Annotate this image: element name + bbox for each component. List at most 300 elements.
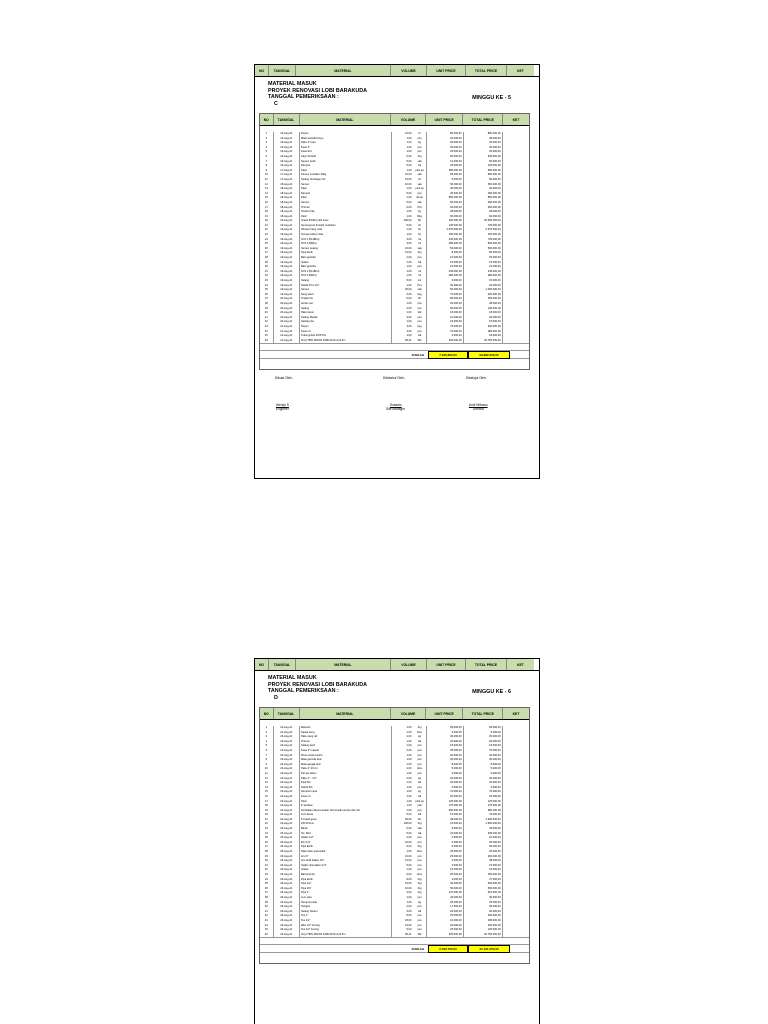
- row-no: 17: [260, 206, 274, 211]
- row-date: 16-Aug-21: [274, 132, 300, 137]
- row-total-price: 150.000,00: [464, 192, 503, 197]
- row-unit: pcs: [417, 859, 422, 863]
- row-qty: 5,00: [406, 813, 412, 817]
- row-qty: 5,00: [406, 164, 412, 168]
- row-unit: btg: [417, 877, 422, 881]
- row-date: 21-Aug-21: [274, 325, 300, 330]
- col-material: MATERIAL: [300, 114, 392, 125]
- row-material: NYA 2,5(Biru): [300, 242, 392, 247]
- row-unit-price: 85.000,00: [427, 297, 464, 302]
- row-date: 26-Aug-21: [274, 919, 300, 924]
- row-qty: 1,00: [406, 210, 412, 214]
- known-by-title: Site Manager: [386, 407, 405, 412]
- row-unit-price: 20.000,00: [427, 777, 464, 782]
- row-unit-price: 25.000,00: [427, 901, 464, 906]
- row-no: 16: [260, 201, 274, 206]
- row-unit-price: 75.000,00: [427, 325, 464, 330]
- row-unit: pcs: [417, 785, 422, 789]
- row-unit-price: 5.000,00: [427, 178, 464, 183]
- row-unit-price: 175.000,00: [427, 804, 464, 809]
- total-label: JUMLAH: [411, 352, 424, 357]
- row-total-price: 840.000,00: [464, 242, 503, 247]
- row-unit-price: 125.000,00: [427, 800, 464, 805]
- row-qty: 2,00: [406, 256, 412, 260]
- row-no: 1: [260, 132, 274, 137]
- row-material: P.B 30 kms: [300, 822, 392, 827]
- row-date: 21-Aug-21: [274, 330, 300, 335]
- row-no: 46: [260, 339, 274, 344]
- row-qty: 8,00: [406, 914, 412, 918]
- row-no: 21: [260, 224, 274, 229]
- row-material: Pipa 3/4": [300, 887, 392, 892]
- row-unit-price: 30.000,00: [427, 758, 464, 763]
- row-material: Batu gerinda: [300, 256, 392, 261]
- row-material: Paku seng ulir: [300, 735, 392, 740]
- row-date: 23-Aug-21: [274, 758, 300, 763]
- row-unit: M2: [417, 932, 422, 936]
- row-qty: 1,00: [406, 145, 412, 149]
- row-total-price: 6.000,00: [464, 772, 503, 777]
- row-date: 23-Aug-21: [274, 744, 300, 749]
- row-date: 16-Aug-21: [274, 155, 300, 160]
- row-qty: 4,00: [406, 329, 412, 333]
- row-no: 10: [260, 173, 274, 178]
- row-qty: 1,00: [406, 726, 412, 729]
- row-material: Dempul: [300, 192, 392, 197]
- row-total-price: 205.000,00: [464, 832, 503, 837]
- row-no: 29: [260, 855, 274, 860]
- row-unit-price: 20.000,00: [427, 302, 464, 307]
- row-material: Lbu draft dalam 1/2": [300, 859, 392, 864]
- row-qty: 100,00: [403, 822, 412, 826]
- row-unit-price: 145.000,00: [427, 224, 464, 229]
- row-unit-price: 4.000,00: [427, 859, 464, 864]
- row-qty: 20,00: [405, 288, 412, 292]
- row-material: Tempat sabun rode: [300, 233, 392, 238]
- row-total-price: 25.000,00: [464, 841, 503, 846]
- row-material: Semen: [300, 183, 392, 188]
- col-volume: VOLUME: [391, 708, 426, 719]
- row-material: Elm 1/2": [300, 841, 392, 846]
- row-no: 33: [260, 279, 274, 284]
- row-material: Selang: [300, 279, 392, 284]
- row-date: 20-Aug-21: [274, 297, 300, 302]
- row-total-price: 300.000,00: [464, 155, 503, 160]
- col-total-price: TOTAL PRICE: [463, 114, 503, 125]
- row-qty: 1,00: [406, 744, 412, 748]
- row-total-price: 10.000,00: [464, 836, 503, 841]
- row-date: 26-Aug-21: [274, 891, 300, 896]
- row-qty: 1,00: [406, 794, 412, 798]
- row-unit: klos: [417, 850, 422, 854]
- col-volume: VOLUME: [391, 65, 427, 76]
- row-qty: 6,00: [406, 154, 412, 158]
- row-total-price: 400.000,00: [464, 882, 503, 887]
- row-material: Pasir: [300, 215, 392, 220]
- row-unit: btg: [417, 726, 422, 729]
- total-unit-price: 2.039.700,00: [428, 945, 468, 953]
- row-unit-price: 10.000,00: [427, 256, 464, 261]
- row-no: 35: [260, 288, 274, 293]
- row-unit: pcs: [417, 744, 422, 748]
- row-date: 19-Aug-21: [274, 228, 300, 233]
- col-material: MATERIAL: [296, 65, 391, 76]
- row-unit-price: 49.000,00: [427, 818, 464, 823]
- row-qty: 1,00: [406, 730, 412, 734]
- row-unit-price: 50.000,00: [427, 155, 464, 160]
- row-total-price: 950.000,00: [464, 809, 503, 814]
- row-unit: pcs: [417, 863, 422, 867]
- row-qty: 1,00: [406, 269, 412, 273]
- row-total-price: 50.000,00: [464, 160, 503, 165]
- row-unit-price: 15.000,00: [427, 813, 464, 818]
- row-unit-price: 40.000,00: [427, 187, 464, 192]
- row-material: Dempul putan: [300, 901, 392, 906]
- spacer-row: [260, 952, 529, 963]
- row-qty: 2,00: [406, 776, 412, 780]
- row-unit-price: 3.000,00: [427, 864, 464, 869]
- row-total-price: 28.000,00: [464, 302, 503, 307]
- row-material: Kuas 3" masuki: [300, 749, 392, 754]
- row-date: 18-Aug-21: [274, 187, 300, 192]
- row-date: 19-Aug-21: [274, 293, 300, 298]
- col-tanggal: TANGGAL: [274, 708, 300, 719]
- row-unit-price: 150.000,00: [427, 233, 464, 238]
- row-material: Sok/el 5/4: [300, 786, 392, 791]
- row-date: 23-Aug-21: [274, 749, 300, 754]
- row-total-price: 48.000,00: [464, 859, 503, 864]
- row-material: Isolasi: [300, 868, 392, 873]
- row-unit: pcs: [417, 928, 422, 932]
- row-no: 15: [260, 790, 274, 795]
- row-qty: 4,00: [406, 324, 412, 328]
- row-no: 40: [260, 311, 274, 316]
- report-title: [255, 77, 539, 113]
- row-total-price: 2.940.000,00: [464, 818, 503, 823]
- row-total-price: 75.000,00: [464, 813, 503, 818]
- col-volume: VOLUME: [391, 114, 426, 125]
- row-date: 26-Aug-21: [274, 928, 300, 933]
- row-material: Pupen: [300, 325, 392, 330]
- row-qty: 1,00: [406, 233, 412, 237]
- row-total-price: 40.000,00: [464, 187, 503, 192]
- row-no: 3: [260, 141, 274, 146]
- row-date: 23-Aug-21: [274, 767, 300, 772]
- row-no: 38: [260, 896, 274, 901]
- inspection-date-label: TANGGAL PEMERIKSAAN :: [268, 94, 339, 101]
- row-unit: kg: [418, 210, 421, 214]
- row-material: Pipa listrik: [300, 845, 392, 850]
- row-material: Granit 60x60 putih susu: [300, 219, 392, 224]
- row-qty: 1,00: [406, 739, 412, 743]
- row-total-price: 45.000,00: [464, 827, 503, 832]
- row-qty: 2,00: [406, 905, 412, 909]
- row-material: Perbaikan daurna skater 02 komplit service dan sbr: [300, 809, 392, 814]
- row-unit: sak: [417, 182, 422, 186]
- made-by-label: Dibuat Oleh,: [275, 376, 293, 381]
- row-date: 19-Aug-21: [274, 247, 300, 252]
- row-total-price: 18.000,00: [464, 311, 503, 316]
- row-date: 18-Aug-21: [274, 183, 300, 188]
- row-qty: 13,00: [405, 923, 412, 927]
- row-unit: pcs: [417, 840, 422, 844]
- inspection-date-label: TANGGAL PEMERIKSAAN :: [268, 688, 339, 695]
- row-no: 6: [260, 749, 274, 754]
- row-unit-price: 245.000,00: [427, 270, 464, 275]
- row-unit-price: 9.000,00: [427, 845, 464, 850]
- row-date: 26-Aug-21: [274, 864, 300, 869]
- row-material: Mata gergaji besi: [300, 763, 392, 768]
- row-date: 19-Aug-21: [274, 238, 300, 243]
- row-material: Semen: [300, 201, 392, 206]
- row-unit-price: 40.000,00: [427, 896, 464, 901]
- row-unit-price: 15.000,00: [427, 744, 464, 749]
- row-no: 45: [260, 928, 274, 933]
- row-unit-price: 170.000,00: [427, 891, 464, 896]
- row-total-price: 70.000,00: [464, 790, 503, 795]
- row-qty: 1,00: [406, 168, 412, 172]
- row-unit-price: 10.000,00: [427, 160, 464, 165]
- row-material: Kayu 5x2x20: [300, 155, 392, 160]
- row-total-price: 130.000,00: [464, 307, 503, 312]
- row-qty: 10,00: [405, 132, 412, 135]
- row-unit-price: 325.000,00: [427, 933, 464, 938]
- row-unit: rol: [418, 237, 422, 241]
- row-date: 23-Aug-21: [274, 790, 300, 795]
- row-total-price: 300.000,00: [464, 855, 503, 860]
- row-no: 23: [260, 233, 274, 238]
- col-tanggal: TANGGAL: [269, 65, 296, 76]
- row-unit: pcs: [417, 315, 422, 319]
- row-unit-price: 60.000,00: [427, 206, 464, 211]
- row-material: Tee 1": [300, 914, 392, 919]
- row-no: 26: [260, 841, 274, 846]
- row-material: Mata gerinda besi: [300, 758, 392, 763]
- row-unit-price: 70.000,00: [427, 330, 464, 335]
- row-no: 41: [260, 910, 274, 915]
- row-no: 24: [260, 832, 274, 837]
- row-unit: pcs: [417, 854, 422, 858]
- row-unit-price: 5.000,00: [427, 731, 464, 736]
- row-unit-price: 3.000,00: [427, 334, 464, 339]
- row-material: NYA 1,5(11Biru): [300, 270, 392, 275]
- row-unit-price: 15.000,00: [427, 822, 464, 827]
- row-no: 41: [260, 316, 274, 321]
- row-no: 2: [260, 137, 274, 142]
- row-qty: 5,00: [406, 863, 412, 867]
- row-no: 3: [260, 735, 274, 740]
- week-label: MINGGU KE - 6: [472, 689, 511, 695]
- row-date: 18-Aug-21: [274, 192, 300, 197]
- row-unit: pcs: [417, 923, 422, 927]
- row-qty: 10,00: [405, 173, 412, 177]
- col-no: NO: [255, 659, 269, 670]
- row-unit: sak: [417, 200, 422, 204]
- row-no: 24: [260, 238, 274, 243]
- row-date: 20-Aug-21: [274, 311, 300, 316]
- row-unit-price: 65.000,00: [427, 307, 464, 312]
- project-name: PROYEK RENOVASI LOBI BARAKUDA: [268, 87, 368, 94]
- row-qty: 5,00: [406, 831, 412, 835]
- row-date: 16-Aug-21: [274, 150, 300, 155]
- row-unit-price: 25.000,00: [427, 855, 464, 860]
- row-date: 16-Aug-21: [274, 141, 300, 146]
- row-date: 20-Aug-21: [274, 320, 300, 325]
- row-material: Tangkul: [300, 905, 392, 910]
- total-row: [260, 350, 529, 358]
- row-no: 27: [260, 251, 274, 256]
- row-material: Meteran: [300, 726, 392, 731]
- row-qty: 1,00: [406, 136, 412, 140]
- row-qty: 5,00: [406, 279, 412, 282]
- row-no: 43: [260, 919, 274, 924]
- row-qty: 1,00: [406, 808, 412, 812]
- row-date: 19-Aug-21: [274, 251, 300, 256]
- row-total-price: 500.000,00: [464, 247, 503, 252]
- row-no: 29: [260, 261, 274, 266]
- row-total-price: 15.000,00: [464, 868, 503, 873]
- spacer-row: [260, 358, 529, 369]
- row-total-price: 15.000,00: [464, 864, 503, 869]
- row-date: 25-Aug-21: [274, 832, 300, 837]
- row-qty: 1,00: [406, 228, 412, 232]
- row-unit-price: 30.000,00: [427, 735, 464, 740]
- row-unit: pcs: [417, 329, 422, 333]
- row-no: 23: [260, 827, 274, 832]
- row-material: Semengrout fumdok motellum: [300, 224, 392, 229]
- row-unit-price: 55.000,00: [427, 173, 464, 178]
- row-unit-price: 28.000,00: [427, 210, 464, 215]
- row-date: 23-Aug-21: [274, 800, 300, 805]
- row-material: Pipa 5/4: [300, 781, 392, 786]
- row-date: 19-Aug-21: [274, 265, 300, 270]
- row-total-price: 25.600.000,00: [464, 219, 503, 224]
- approved-by-label: Disetujui Oleh,: [466, 376, 487, 381]
- row-material: Semen mortalex 40kg: [300, 173, 392, 178]
- row-total-price: 20.000,00: [464, 754, 503, 759]
- table-row: [260, 933, 529, 938]
- row-total-price: 380.000,00: [464, 169, 503, 174]
- row-total-price: 8.000,00: [464, 763, 503, 768]
- row-date: 19-Aug-21: [274, 270, 300, 275]
- col-tanggal: TANGGAL: [274, 114, 300, 125]
- row-qty: 1,00: [406, 187, 412, 191]
- table-header-row: [260, 114, 529, 126]
- row-material: Batu gerinda: [300, 265, 392, 270]
- sheet-page-2: [254, 658, 540, 1024]
- material-table: [259, 113, 530, 370]
- row-qty: 5,00: [406, 297, 412, 301]
- row-total-price: 65.000,00: [464, 726, 503, 731]
- row-qty: 1,00: [406, 771, 412, 775]
- row-material: Kuas 3": [300, 146, 392, 151]
- row-no: 39: [260, 901, 274, 906]
- row-unit-price: 15.000,00: [427, 868, 464, 873]
- row-date: 19-Aug-21: [274, 288, 300, 293]
- row-qty: 5,00: [406, 928, 412, 932]
- row-qty: 10,00: [405, 251, 412, 255]
- row-date: 25-Aug-21: [274, 845, 300, 850]
- row-no: 38: [260, 302, 274, 307]
- col-total-price: TOTAL PRICE: [466, 659, 507, 670]
- row-qty: 5,00: [406, 159, 412, 163]
- row-unit-price: 9.000,00: [427, 827, 464, 832]
- total-unit-price: 7.166.800,00: [428, 351, 468, 359]
- title-line: MATERIAL MASUK: [268, 675, 317, 681]
- row-date: 23-Aug-21: [274, 754, 300, 759]
- row-unit: btg: [417, 822, 422, 826]
- row-material: Semen putang: [300, 247, 392, 252]
- row-qty: 3,00: [406, 237, 412, 241]
- col-no: NO: [260, 708, 274, 719]
- row-qty: 1,00: [406, 753, 412, 757]
- row-unit: sak: [417, 159, 422, 163]
- row-qty: 10,00: [405, 182, 412, 186]
- row-no: 32: [260, 274, 274, 279]
- row-total-price: 245.000,00: [464, 270, 503, 275]
- row-no: 44: [260, 924, 274, 929]
- row-date: 26-Aug-21: [274, 873, 300, 878]
- row-no: 7: [260, 754, 274, 759]
- row-date: 26-Aug-21: [274, 878, 300, 883]
- row-date: 18-Aug-21: [274, 215, 300, 220]
- row-no: 12: [260, 777, 274, 782]
- row-total-price: 5.000,00: [464, 731, 503, 736]
- row-unit-price: 160.000,00: [427, 219, 464, 224]
- row-no: 31: [260, 864, 274, 869]
- row-material: NYA 1,5(11Biru): [300, 238, 392, 243]
- col-no: NO: [255, 65, 269, 76]
- row-unit-price: 5.000,00: [427, 767, 464, 772]
- row-no: 17: [260, 800, 274, 805]
- row-date: 18-Aug-21: [274, 206, 300, 211]
- row-unit: pcs: [417, 320, 422, 324]
- col-unit-price: UNIT PRICE: [426, 114, 464, 125]
- project-name: PROYEK RENOVASI LOBI BARAKUDA: [268, 681, 368, 688]
- row-date: 25-Aug-21: [274, 827, 300, 832]
- row-unit: pcs: [417, 136, 422, 140]
- row-material: Lem pipa: [300, 896, 392, 901]
- col-unit-price: UNIT PRICE: [427, 659, 466, 670]
- total-row: [260, 944, 529, 952]
- row-unit-price: 25.000,00: [427, 850, 464, 855]
- row-material: Pipa listrik: [300, 251, 392, 256]
- row-date: 23-Aug-21: [274, 804, 300, 809]
- row-qty: 18,00: [405, 918, 412, 922]
- row-material: Amber set: [300, 302, 392, 307]
- row-no: 11: [260, 178, 274, 183]
- row-total-price: 255.000,00: [464, 297, 503, 302]
- row-material: Bal konprok: [300, 873, 392, 878]
- row-qty: 1,00: [406, 214, 412, 218]
- row-total-price: 360.000,00: [464, 206, 503, 211]
- row-material: Lbu 3": [300, 855, 392, 860]
- row-unit: lbr: [418, 817, 422, 821]
- row-date: 18-Aug-21: [274, 210, 300, 215]
- row-qty: 1,00: [406, 900, 412, 904]
- row-no: 4: [260, 146, 274, 151]
- row-unit: pcs: [417, 265, 422, 269]
- row-qty: 2,00: [406, 748, 412, 752]
- row-no: 20: [260, 219, 274, 224]
- row-no: 2: [260, 731, 274, 736]
- row-no: 13: [260, 781, 274, 786]
- row-total-price: 20.000,00: [464, 795, 503, 800]
- row-unit: M2: [417, 338, 422, 342]
- row-unit: lsk: [418, 739, 422, 743]
- row-total-price: 50.000,00: [464, 178, 503, 183]
- row-unit-price: 30.000,00: [427, 146, 464, 151]
